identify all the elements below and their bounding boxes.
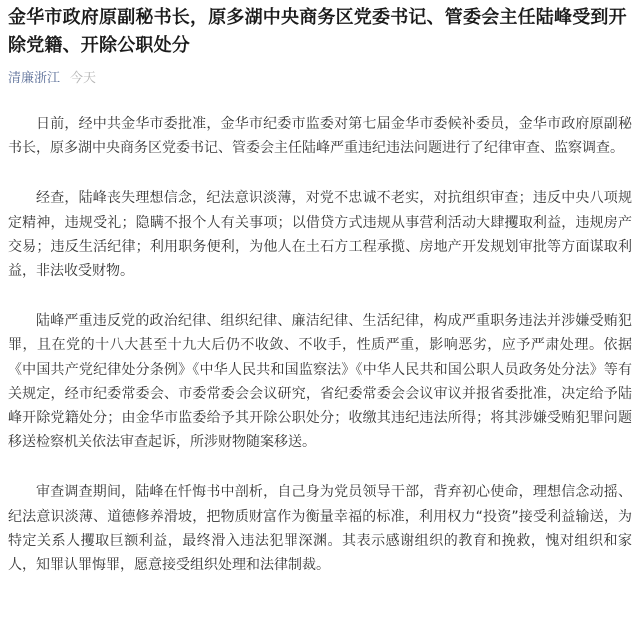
account-name-link[interactable]: 清廉浙江 <box>8 71 61 86</box>
paragraph-3: 陆峰严重违反党的政治纪律、组织纪律、廉洁纪律、生活纪律，构成严重职务违法并涉嫌受贿犯罪，且在党的十八大甚至十九大后仍不收敛、不收手，性质严重，影响恶劣，应予严肃处理。依据《中国共产党纪律处分条例》《中华人民共和国监察法》《中华人民共和国公职人员政务处分法》等有关规定，经市纪委常委会、市委常委会会议研究，省纪委常委会会议审议并报省委批准，决定给予陆峰开除党籍处分；由金华市监委给予其开除公职处分；收缴其违纪违法所得；将其涉嫌受贿犯罪问题移送检察机关依法审查起诉，所涉财物随案移送。 <box>8 313 632 451</box>
article-meta <box>8 70 632 88</box>
paragraph-2: 经查，陆峰丧失理想信念，纪法意识淡薄，对党不忠诚不老实，对抗组织审查；违反中央八项规定精神，违规受礼；隐瞒不报个人有关事项；以借贷方式违规从事营利活动大肆攫取利益，违规房产交易；违反生活纪律；利用职务便利，为他人在土石方工程承揽、房地产开发规划审批等方面谋取利益，非法收受财物。 <box>8 190 632 280</box>
publish-time: 今天 <box>70 71 97 86</box>
article-title: 金华市政府原副秘书长，原多湖中央商务区党委书记、管委会主任陆峰受到开除党籍、开除公职处分 <box>8 7 627 56</box>
article-content <box>8 112 632 577</box>
paragraph-4: 审查调查期间，陆峰在忏悔书中剖析，自己身为党员领导干部，背弃初心使命，理想信念动摇、纪法意识淡薄、道德修养滑坡，把物质财富作为衡量幸福的标准，利用权力“投资”接受利益输送，为特定关系人攫取巨额利益，最终滑入违法犯罪深渊。其表示感谢组织的教育和挽救，愧对组织和家人，知罪认罪悔罪，愿意接受组织处理和法律制裁。 <box>8 484 632 574</box>
paragraph-1: 日前，经中共金华市委批准，金华市纪委市监委对第七届金华市委候补委员，金华市政府原副秘书长，原多湖中央商务区党委书记、管委会主任陆峰严重违纪违法问题进行了纪律审查、监察调查。 <box>8 116 632 157</box>
